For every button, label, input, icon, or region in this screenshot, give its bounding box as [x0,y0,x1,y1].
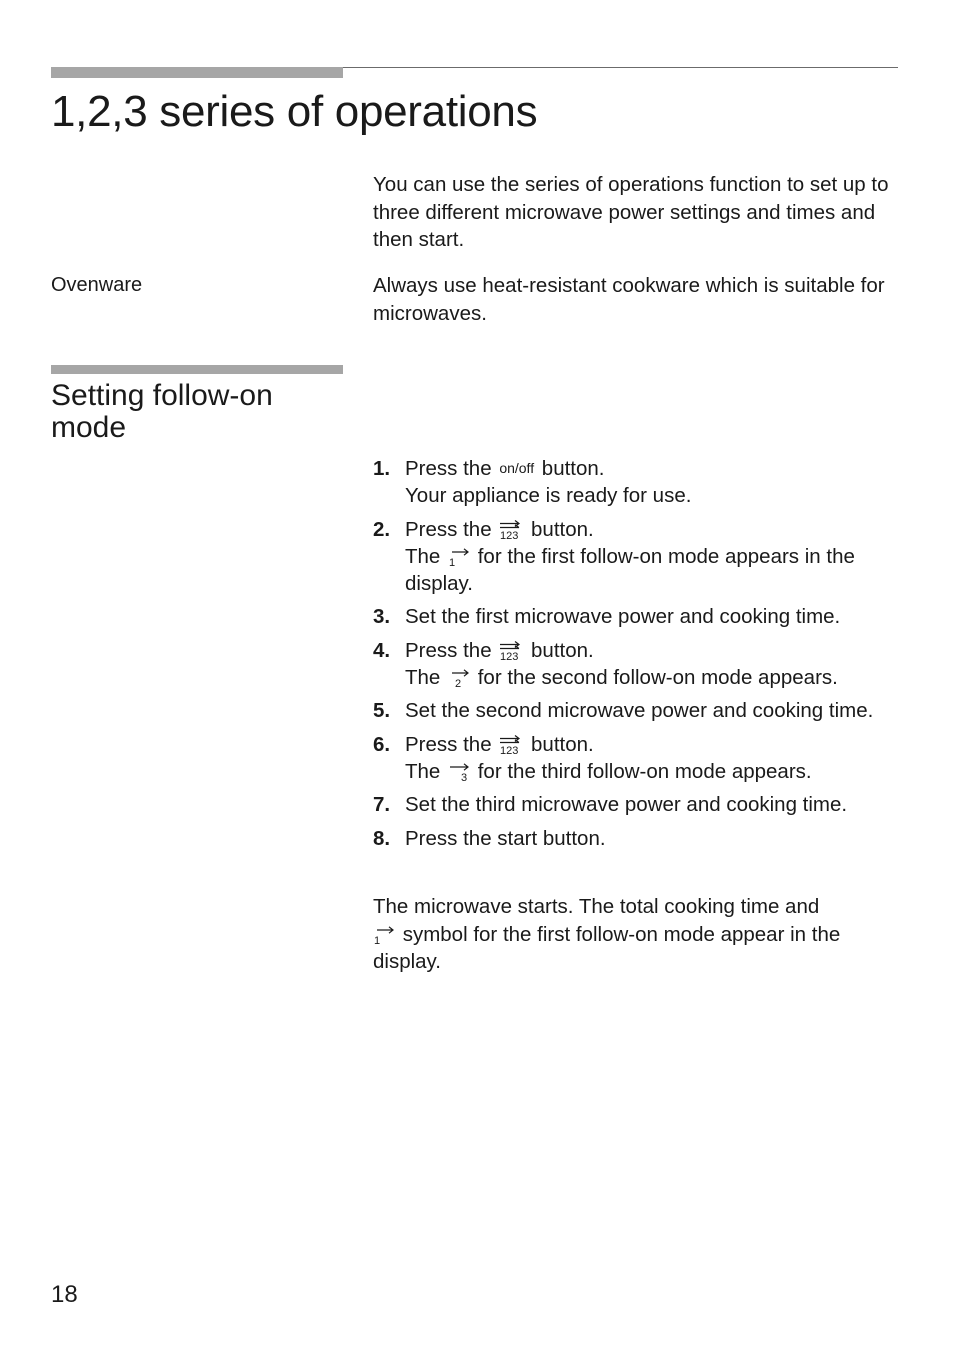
follow-on-3-icon [448,762,470,782]
follow-on-2-icon [448,668,470,688]
step-item [373,825,903,852]
step-text: Set the third microwave power and cooking time. [405,793,848,817]
series-123-icon [499,641,523,661]
follow-on-1-icon [373,925,395,945]
step-text: Set the second microwave power and cooking time. [405,699,874,723]
step-text: button. [531,517,594,541]
step-text: Set the first microwave power and cooking time. [405,605,841,629]
page-title: 1,2,3 series of operations [51,87,538,136]
svg-text:1: 1 [449,556,456,567]
step-item [373,791,903,818]
svg-text:3: 3 [461,771,468,782]
step-text: for the third follow-on mode appears. [477,759,812,783]
ovenware-text: Always use heat-resistant cookware which is suitable for microwaves. [373,274,885,325]
closing-text: symbol for the first follow-on mode appear in the display. [373,922,841,973]
step-item [373,731,903,786]
step-number: 6. [373,732,391,756]
step-text: Press the [405,457,492,480]
step-text: for the first follow-on mode appears in the display. [405,544,855,596]
svg-text:1: 1 [374,934,381,945]
step-text: Press the [405,638,492,662]
step-text: Press the [405,732,492,756]
step-text: Press the [405,517,492,541]
on-off-symbol-icon: on/off [499,460,535,476]
steps-list [373,455,903,858]
step-number: 5. [373,699,391,723]
series-123-icon [499,520,523,540]
step-text: button. [541,457,605,480]
step-text: for the second follow-on mode appears. [477,666,838,690]
page-number: 18 [51,1281,78,1308]
step-number: 1. [373,457,391,480]
step-number: 4. [373,638,391,662]
step-text: The [405,759,441,783]
step-item [373,455,903,510]
svg-text:123: 123 [500,744,519,755]
step-number: 3. [373,605,391,629]
step-text: button. [531,732,594,756]
header-accent-bar [51,67,343,78]
section-title: Setting follow-on mode [51,379,273,444]
step-item [373,603,903,630]
series-123-icon [499,735,523,755]
step-text: The [405,544,441,568]
step-text: The [405,666,441,690]
step-item [373,637,903,692]
follow-on-1-icon [448,547,470,567]
step-item [373,516,903,598]
svg-text:123: 123 [500,650,519,661]
ovenware-label: Ovenware [51,274,143,296]
closing-paragraph [373,893,903,976]
svg-text:123: 123 [500,529,519,540]
svg-text:2: 2 [455,678,462,689]
intro-paragraph: You can use the series of operations function to set up to three different microwave power settings and times and then start. [373,173,889,251]
step-number: 7. [373,793,391,817]
step-number: 2. [373,517,391,541]
step-number: 8. [373,826,391,850]
step-text: Press the start button. [405,826,606,850]
closing-text: The microwave starts. The total cooking time and [373,895,820,918]
section-accent-bar [51,365,343,374]
step-text: button. [531,638,594,662]
step-item [373,697,903,724]
step-result-text: Your appliance is ready for use. [405,484,692,508]
